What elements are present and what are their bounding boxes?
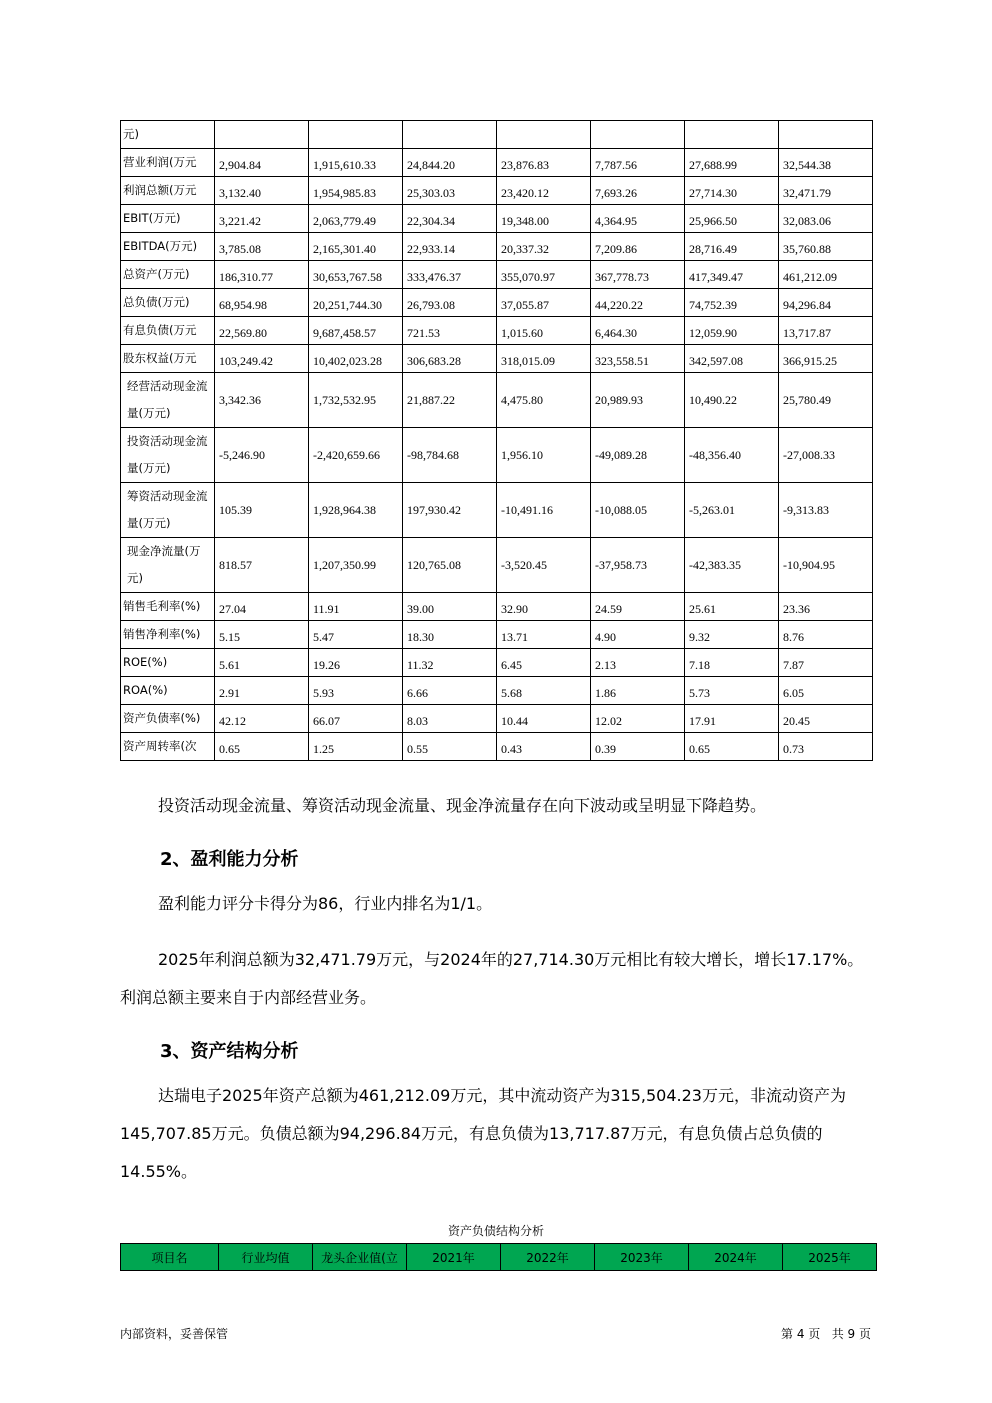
table-cell: 22,304.34 — [403, 205, 497, 233]
table-cell: 366,915.25 — [779, 345, 873, 373]
table-cell: 6,464.30 — [591, 317, 685, 345]
table-cell: 0.65 — [685, 733, 779, 761]
table-cell: 120,765.08 — [403, 538, 497, 593]
table-row — [121, 149, 873, 177]
table-cell: -3,520.45 — [497, 538, 591, 593]
table-cell: 22,569.80 — [215, 317, 309, 345]
table-row — [121, 233, 873, 261]
table-cell: 1.86 — [591, 677, 685, 705]
table-row — [121, 373, 873, 428]
table-cell: 37,055.87 — [497, 289, 591, 317]
table-cell: 818.57 — [215, 538, 309, 593]
table-cell: 7.18 — [685, 649, 779, 677]
table-cell: 461,212.09 — [779, 261, 873, 289]
table-cell: 11.32 — [403, 649, 497, 677]
row-label: 股东权益(万元 — [121, 345, 215, 373]
section-heading-profitability: 2、盈利能力分析 — [160, 849, 299, 870]
table-cell: -10,904.95 — [779, 538, 873, 593]
table-cell: 44,220.22 — [591, 289, 685, 317]
table-cell: 23.36 — [779, 593, 873, 621]
header-cell: 行业均值 — [219, 1244, 313, 1271]
table-cell: -37,958.73 — [591, 538, 685, 593]
table-row — [121, 317, 873, 345]
table-cell: 5.15 — [215, 621, 309, 649]
table-cell: 6.05 — [779, 677, 873, 705]
table-header-row — [121, 1244, 877, 1271]
table-cell: 6.66 — [403, 677, 497, 705]
table-cell: 3,342.36 — [215, 373, 309, 428]
table-row — [121, 428, 873, 483]
table-cell: 355,070.97 — [497, 261, 591, 289]
table-cell: 186,310.77 — [215, 261, 309, 289]
table-row — [121, 345, 873, 373]
table-cell: 5.93 — [309, 677, 403, 705]
table-cell: 12,059.90 — [685, 317, 779, 345]
table-cell: 306,683.28 — [403, 345, 497, 373]
table-cell — [591, 121, 685, 149]
table-cell: 0.39 — [591, 733, 685, 761]
table-cell: 18.30 — [403, 621, 497, 649]
paragraph-total-profit: 2025年利润总额为32,471.79万元，与2024年的27,714.30万元相比有较大增长，增长17.17%。利润总额主要来自于内部经营业务。 — [120, 950, 864, 1007]
row-label: 营业利润(万元 — [121, 149, 215, 177]
table-cell: 74,752.39 — [685, 289, 779, 317]
table-cell: -49,089.28 — [591, 428, 685, 483]
table-cell: 5.47 — [309, 621, 403, 649]
table-cell: 7,693.26 — [591, 177, 685, 205]
row-label: EBITDA(万元) — [121, 233, 215, 261]
table-row — [121, 205, 873, 233]
table-cell: 24,844.20 — [403, 149, 497, 177]
table-cell: 20,989.93 — [591, 373, 685, 428]
table-cell: -42,383.35 — [685, 538, 779, 593]
table-cell: -5,263.01 — [685, 483, 779, 538]
table-cell: 7,209.86 — [591, 233, 685, 261]
table-cell: 39.00 — [403, 593, 497, 621]
table-cell: 68,954.98 — [215, 289, 309, 317]
table-cell: 26,793.08 — [403, 289, 497, 317]
table-cell: 1,207,350.99 — [309, 538, 403, 593]
table-cell: 10,490.22 — [685, 373, 779, 428]
table-cell: 2.91 — [215, 677, 309, 705]
table-row — [121, 593, 873, 621]
table-cell: -27,008.33 — [779, 428, 873, 483]
table-cell: 66.07 — [309, 705, 403, 733]
row-label: ROA(%) — [121, 677, 215, 705]
table-cell: 3,785.08 — [215, 233, 309, 261]
table-cell: 3,221.42 — [215, 205, 309, 233]
table-cell: 1.25 — [309, 733, 403, 761]
table-cell: -10,088.05 — [591, 483, 685, 538]
table-cell: 20,251,744.30 — [309, 289, 403, 317]
table-cell: 8.03 — [403, 705, 497, 733]
table-cell: 342,597.08 — [685, 345, 779, 373]
table-cell: 10.44 — [497, 705, 591, 733]
table-cell: 197,930.42 — [403, 483, 497, 538]
table-row — [121, 261, 873, 289]
table-row — [121, 177, 873, 205]
table-cell: 32,083.06 — [779, 205, 873, 233]
table-cell: 1,732,532.95 — [309, 373, 403, 428]
table-cell: 1,915,610.33 — [309, 149, 403, 177]
table-cell: 30,653,767.58 — [309, 261, 403, 289]
table-cell: 8.76 — [779, 621, 873, 649]
row-label: 资产周转率(次 — [121, 733, 215, 761]
footer-confidential-note: 内部资料，妥善保管 — [120, 1327, 229, 1341]
table-cell: 32,471.79 — [779, 177, 873, 205]
table-cell: 7,787.56 — [591, 149, 685, 177]
header-cell: 2022年 — [501, 1244, 595, 1271]
table-cell: 42.12 — [215, 705, 309, 733]
row-label: 销售净利率(%) — [121, 621, 215, 649]
table-cell: 6.45 — [497, 649, 591, 677]
table-cell: 1,954,985.83 — [309, 177, 403, 205]
table-cell: -48,356.40 — [685, 428, 779, 483]
table-cell: 0.65 — [215, 733, 309, 761]
row-label: 利润总额(万元 — [121, 177, 215, 205]
table-cell: 9.32 — [685, 621, 779, 649]
section-heading-asset-structure: 3、资产结构分析 — [160, 1041, 299, 1062]
table-cell: 1,928,964.38 — [309, 483, 403, 538]
table-cell: 417,349.47 — [685, 261, 779, 289]
table-cell: -9,313.83 — [779, 483, 873, 538]
table-row — [121, 538, 873, 593]
table-row — [121, 621, 873, 649]
row-label: 现金净流量(万元) — [121, 538, 215, 593]
paragraph-cashflow-trend: 投资活动现金流量、筹资活动现金流量、现金净流量存在向下波动或呈明显下降趋势。 — [158, 796, 767, 815]
table-cell: 3,132.40 — [215, 177, 309, 205]
table-cell: -98,784.68 — [403, 428, 497, 483]
table-cell: 10,402,023.28 — [309, 345, 403, 373]
table-cell: 721.53 — [403, 317, 497, 345]
table-cell: 2,063,779.49 — [309, 205, 403, 233]
table-row — [121, 483, 873, 538]
table-cell: 13.71 — [497, 621, 591, 649]
table-cell: 0.55 — [403, 733, 497, 761]
table-cell: 17.91 — [685, 705, 779, 733]
table-cell: 20.45 — [779, 705, 873, 733]
table-cell: 11.91 — [309, 593, 403, 621]
row-label: 总资产(万元) — [121, 261, 215, 289]
table-cell: 1,015.60 — [497, 317, 591, 345]
table-cell: 22,933.14 — [403, 233, 497, 261]
table-cell: 19.26 — [309, 649, 403, 677]
footer-page-number: 第 4 页 共 9 页 — [781, 1327, 871, 1341]
table-cell — [309, 121, 403, 149]
table-cell: 4,364.95 — [591, 205, 685, 233]
header-cell: 2025年 — [783, 1244, 877, 1271]
table-caption: 资产负债结构分析 — [447, 1224, 544, 1238]
table-cell — [497, 121, 591, 149]
row-label: 经营活动现金流量(万元) — [121, 373, 215, 428]
table-cell: 0.73 — [779, 733, 873, 761]
table-cell: 23,420.12 — [497, 177, 591, 205]
table-cell: -5,246.90 — [215, 428, 309, 483]
row-label: ROE(%) — [121, 649, 215, 677]
table-cell: 103,249.42 — [215, 345, 309, 373]
table-row — [121, 677, 873, 705]
table-cell: 5.73 — [685, 677, 779, 705]
row-label: 元) — [121, 121, 215, 149]
table-cell: 25,966.50 — [685, 205, 779, 233]
table-cell: 0.43 — [497, 733, 591, 761]
row-label: 筹资活动现金流量(万元) — [121, 483, 215, 538]
table-cell: 318,015.09 — [497, 345, 591, 373]
table-row — [121, 733, 873, 761]
table-row — [121, 649, 873, 677]
table-cell: 2,904.84 — [215, 149, 309, 177]
table-cell: 21,887.22 — [403, 373, 497, 428]
header-cell: 龙头企业值(立 — [313, 1244, 407, 1271]
financial-indicators-table — [120, 120, 873, 761]
table-cell: 367,778.73 — [591, 261, 685, 289]
row-label: 投资活动现金流量(万元) — [121, 428, 215, 483]
table-cell: 32.90 — [497, 593, 591, 621]
table-cell: 27,688.99 — [685, 149, 779, 177]
table-cell: 23,876.83 — [497, 149, 591, 177]
table-cell: 28,716.49 — [685, 233, 779, 261]
table-cell: 25.61 — [685, 593, 779, 621]
table-cell: 5.61 — [215, 649, 309, 677]
row-label: 总负债(万元) — [121, 289, 215, 317]
row-label: 销售毛利率(%) — [121, 593, 215, 621]
table-cell: 7.87 — [779, 649, 873, 677]
table-cell — [215, 121, 309, 149]
table-cell: 13,717.87 — [779, 317, 873, 345]
header-cell: 2021年 — [407, 1244, 501, 1271]
row-label: 有息负债(万元 — [121, 317, 215, 345]
table-cell: 27.04 — [215, 593, 309, 621]
table-cell: -10,491.16 — [497, 483, 591, 538]
table-cell: 27,714.30 — [685, 177, 779, 205]
header-cell: 项目名 — [121, 1244, 219, 1271]
table-cell: 32,544.38 — [779, 149, 873, 177]
table-cell: 105.39 — [215, 483, 309, 538]
table-cell: 4,475.80 — [497, 373, 591, 428]
paragraph-asset-structure: 达瑞电子2025年资产总额为461,212.09万元，其中流动资产为315,504.23万元，非流动资产为145,707.85万元。负债总额为94,296.84万元，有息负债为13,717.87万元，有息负债占总负债的14.55%。 — [120, 1086, 846, 1181]
row-label: EBIT(万元) — [121, 205, 215, 233]
table-cell: 1,956.10 — [497, 428, 591, 483]
table-cell: 19,348.00 — [497, 205, 591, 233]
table-cell: 24.59 — [591, 593, 685, 621]
table-cell: 9,687,458.57 — [309, 317, 403, 345]
table-cell — [685, 121, 779, 149]
table-cell: 323,558.51 — [591, 345, 685, 373]
table-cell: 25,303.03 — [403, 177, 497, 205]
table-cell: 12.02 — [591, 705, 685, 733]
row-label: 资产负债率(%) — [121, 705, 215, 733]
table-cell — [779, 121, 873, 149]
table-row — [121, 705, 873, 733]
table-cell: 333,476.37 — [403, 261, 497, 289]
table-cell: 20,337.32 — [497, 233, 591, 261]
header-cell: 2023年 — [595, 1244, 689, 1271]
paragraph-profitability-score: 盈利能力评分卡得分为86，行业内排名为1/1。 — [158, 894, 493, 913]
table-cell: 2,165,301.40 — [309, 233, 403, 261]
table-cell: 94,296.84 — [779, 289, 873, 317]
asset-liability-structure-table — [120, 1243, 877, 1271]
header-cell: 2024年 — [689, 1244, 783, 1271]
table-cell: 35,760.88 — [779, 233, 873, 261]
table-row — [121, 121, 873, 149]
table-cell: 2.13 — [591, 649, 685, 677]
table-cell: 25,780.49 — [779, 373, 873, 428]
table-cell — [403, 121, 497, 149]
table-cell: 5.68 — [497, 677, 591, 705]
table-cell: -2,420,659.66 — [309, 428, 403, 483]
table-row — [121, 289, 873, 317]
table-cell: 4.90 — [591, 621, 685, 649]
